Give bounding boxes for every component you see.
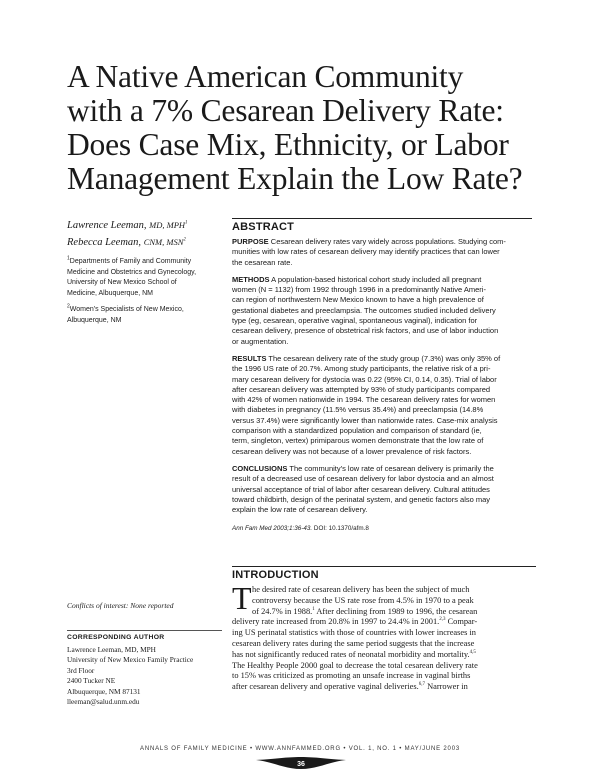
abstract-line — [232, 405, 532, 415]
intro-text: of 24.7% in 1988. — [252, 606, 313, 616]
affiliation-text: Women's Specialists of New Mexico, — [69, 306, 184, 313]
intro-text: delivery rate increased from 20.8% in 1997 to 24.4% in 2001. — [232, 617, 440, 627]
abstract-line — [232, 326, 532, 336]
abstract-line — [232, 385, 532, 395]
abstract-line — [232, 495, 532, 505]
corresponding-line: Lawrence Leeman, MD, MPH — [67, 645, 156, 654]
abstract-line — [232, 464, 532, 474]
abstract-line — [232, 395, 532, 405]
corresponding-line: Albuquerque, NM 87131 — [67, 686, 141, 696]
affiliation-text: Albuquerque, NM — [67, 316, 122, 324]
abstract-line — [232, 285, 532, 295]
abstract-text: type (eg, cesarean, operative vaginal, spontaneous vaginal), indication for — [232, 316, 478, 326]
author — [67, 234, 217, 251]
author-credentials: MD, MPH — [149, 220, 186, 230]
author-credentials: CNM, MSN — [143, 237, 184, 247]
abstract-label: RESULTS — [232, 353, 267, 363]
abstract-text: can region of northwestern New Mexico known to have a high prevalence of — [232, 295, 484, 305]
abstract-line — [232, 447, 532, 457]
introduction — [232, 566, 536, 693]
abstract-line — [232, 364, 532, 374]
abstract-text: versus 37.4%) were significantly lower than nationwide rates. Case-mix analysis — [232, 415, 498, 425]
affiliation — [67, 305, 217, 326]
affiliation-text: Departments of Family and Community — [69, 258, 192, 265]
title-line: A Native American Community — [67, 59, 464, 94]
abstract-text: term, singleton, vertex) primiparous women demonstrate that the low rate of — [232, 436, 484, 446]
abstract-line — [232, 316, 532, 326]
abstract-label: CONCLUSIONS — [232, 463, 288, 473]
journal-footer: ANNALS OF FAMILY MEDICINE • WWW.ANNFAMMED.ORG • VOL. 1, NO. 1 • MAY/JUNE 2003 — [140, 746, 460, 752]
corresponding-author — [67, 630, 222, 707]
abstract-line — [232, 474, 532, 484]
abstract-line — [232, 295, 532, 305]
abstract-line — [232, 485, 532, 495]
introduction-heading: INTRODUCTION — [232, 566, 536, 581]
intro-text: he desired rate of cesarean delivery has been the subject of much — [252, 585, 470, 594]
abstract-text: the cesarean rate. — [232, 257, 293, 267]
abstract-label: METHODS — [232, 274, 270, 284]
corresponding-line: 3rd Floor — [67, 665, 95, 675]
corresponding-author-heading: CORRESPONDING AUTHOR — [67, 630, 222, 641]
title-line: with a 7% Cesarean Delivery Rate: — [67, 93, 504, 128]
abstract-text: gestational diabetes and preeclampsia. The outcomes studied included delivery — [232, 305, 496, 315]
author-affiliation-marker: 2 — [183, 237, 186, 243]
abstract-line — [232, 258, 532, 268]
intro-text-continued: Compar- — [445, 617, 478, 627]
intro-line — [232, 671, 536, 682]
abstract-text: The cesarean delivery rate of the study group (7.3%) was only 35% of — [266, 353, 501, 363]
reference-marker: 2,3 — [439, 617, 446, 623]
title-line: Does Case Mix, Ethnicity, or Labor — [67, 127, 509, 162]
abstract-text: munities with low rates of cesarean delivery may identify practices that can lower — [232, 247, 500, 257]
citation-journal: Ann Fam Med 2003;1:36-43. — [232, 525, 313, 533]
intro-text: after cesarean delivery and operative vaginal deliveries. — [232, 682, 419, 692]
affiliation-line — [67, 316, 217, 327]
abstract-label: PURPOSE — [232, 237, 269, 246]
intro-line — [232, 607, 536, 618]
abstract-line — [232, 247, 532, 257]
corresponding-line: lleeman@salud.unm.edu — [67, 697, 140, 707]
abstract-line — [232, 275, 532, 285]
abstract-text: the 1996 US rate of 20.7%. Among study participants, the relative risk of a pri- — [232, 364, 491, 374]
intro-line — [232, 661, 536, 672]
affiliation-line — [67, 289, 217, 300]
abstract-line — [232, 237, 532, 247]
conflicts-of-interest: Conflicts of interest: None reported — [67, 601, 174, 610]
abstract-section-conclusions — [232, 464, 532, 515]
drop-cap: T — [232, 580, 252, 616]
intro-text: to 15% was criticized as promoting an unsafe increase in vaginal births — [232, 671, 471, 681]
affiliation-marker: 2 — [67, 303, 70, 310]
intro-text-continued: After declining from 1989 to 1996, the cesarean — [314, 606, 478, 616]
abstract-line — [232, 416, 532, 426]
abstract-text: or augmentation. — [232, 336, 289, 346]
abstract-line — [232, 505, 532, 515]
reference-marker: 4,5 — [469, 649, 476, 655]
abstract-line — [232, 375, 532, 385]
corresponding-line: 2400 Tucker NE — [67, 676, 116, 686]
affiliation-line — [67, 305, 217, 316]
abstract-section-purpose — [232, 237, 532, 268]
abstract-section-results — [232, 354, 532, 457]
abstract-line — [232, 426, 532, 436]
abstract-line — [232, 436, 532, 446]
article-title — [67, 60, 537, 196]
abstract-heading: ABSTRACT — [232, 218, 532, 233]
abstract-text: with 42% of women nationwide in 1994. The cesarean delivery rates for women — [232, 395, 496, 405]
author — [67, 217, 217, 234]
abstract-text: Cesarean delivery rates vary widely across populations. Studying com- — [268, 237, 506, 246]
abstract-line — [232, 354, 532, 364]
intro-text: controversy because the US rate rose from 4.5% in 1970 to a peak — [252, 595, 474, 605]
abstract-text: after cesarean delivery was attempted by 93% of study participants compared — [232, 384, 491, 394]
reference-marker: 6,7 — [418, 682, 425, 688]
abstract-section-methods — [232, 275, 532, 347]
affiliation-marker: 1 — [67, 255, 70, 262]
abstract-line — [232, 306, 532, 316]
abstract-text: cesarean delivery was not because of a lower prevalence of risk factors. — [232, 446, 472, 456]
intro-line — [232, 596, 536, 607]
abstract-text: women (N = 1132) from 1992 through 1996 in a predominantly Native Ameri- — [232, 285, 486, 295]
abstract-text: A population-based historical cohort study included all pregnant — [269, 274, 482, 284]
abstract-text: The community's low rate of cesarean delivery is primarily the — [287, 463, 494, 473]
author-name: Rebecca Leeman, — [67, 237, 142, 248]
abstract-text: explain the low rate of cesarean delivery. — [232, 505, 368, 515]
affiliation-line — [67, 268, 217, 279]
affiliation-line — [67, 257, 217, 268]
intro-text: The Healthy People 2000 goal to decrease the total cesarean delivery rate — [232, 660, 478, 670]
abstract-line — [232, 337, 532, 347]
author-name: Lawrence Leeman, — [67, 220, 147, 231]
intro-text: ing US perinatal statistics with those of countries with lower increases in — [232, 628, 476, 638]
intro-line — [232, 617, 536, 628]
affiliation-text: Medicine and Obstetrics and Gynecology, — [67, 268, 197, 276]
intro-line — [232, 639, 536, 650]
page-number-ornament — [256, 756, 346, 770]
introduction-body — [232, 580, 536, 693]
intro-line — [232, 628, 536, 639]
intro-text: has not significantly reduced rates of neonatal morbidity and mortality. — [232, 649, 470, 659]
abstract-text: result of a decreased use of cesarean delivery for labor dystocia and an almost — [232, 474, 494, 484]
author-affiliation-marker: 1 — [185, 220, 188, 226]
title-line: Management Explain the Low Rate? — [67, 161, 523, 196]
citation-doi: DOI: 10.1370/afm.8 — [313, 525, 369, 533]
abstract-text: cesarean delivery, presence of obstetrical risk factors, and use of labor induction — [232, 326, 499, 336]
intro-line — [232, 682, 536, 693]
intro-text: cesarean delivery rates during the same period suggests that the increase — [232, 638, 475, 648]
citation — [232, 525, 532, 532]
affiliation-line — [67, 278, 217, 289]
intro-text-continued: Narrower in — [424, 682, 468, 692]
page-number: 36 — [297, 761, 305, 768]
author-block — [67, 217, 217, 326]
affiliation-text: University of New Mexico School of — [67, 279, 177, 286]
abstract — [232, 218, 532, 532]
reference-marker: 1 — [312, 606, 315, 612]
abstract-text: toward childbirth, design of the perinatal system, and genetic factors also may — [232, 494, 491, 504]
intro-line — [232, 650, 536, 661]
abstract-text: mary cesarean delivery for dystocia was 0.22 (95% CI, 0.14, 0.35). Trial of labor — [232, 374, 497, 384]
abstract-text: comparison with a standardized population and comparison of standard (ie, — [232, 426, 482, 436]
affiliation-text: Medicine, Albuquerque, NM — [67, 289, 153, 297]
affiliation — [67, 257, 217, 299]
intro-line — [232, 585, 536, 596]
abstract-text: universal acceptance of trial of labor after cesarean delivery. Cultural attitudes — [232, 484, 490, 494]
corresponding-line: University of New Mexico Family Practice — [67, 655, 194, 665]
corresponding-author-address — [67, 645, 222, 707]
abstract-text: with diabetes in pregnancy (11.5% versus 35.4%) and preeclampsia (14.8% — [232, 405, 484, 415]
